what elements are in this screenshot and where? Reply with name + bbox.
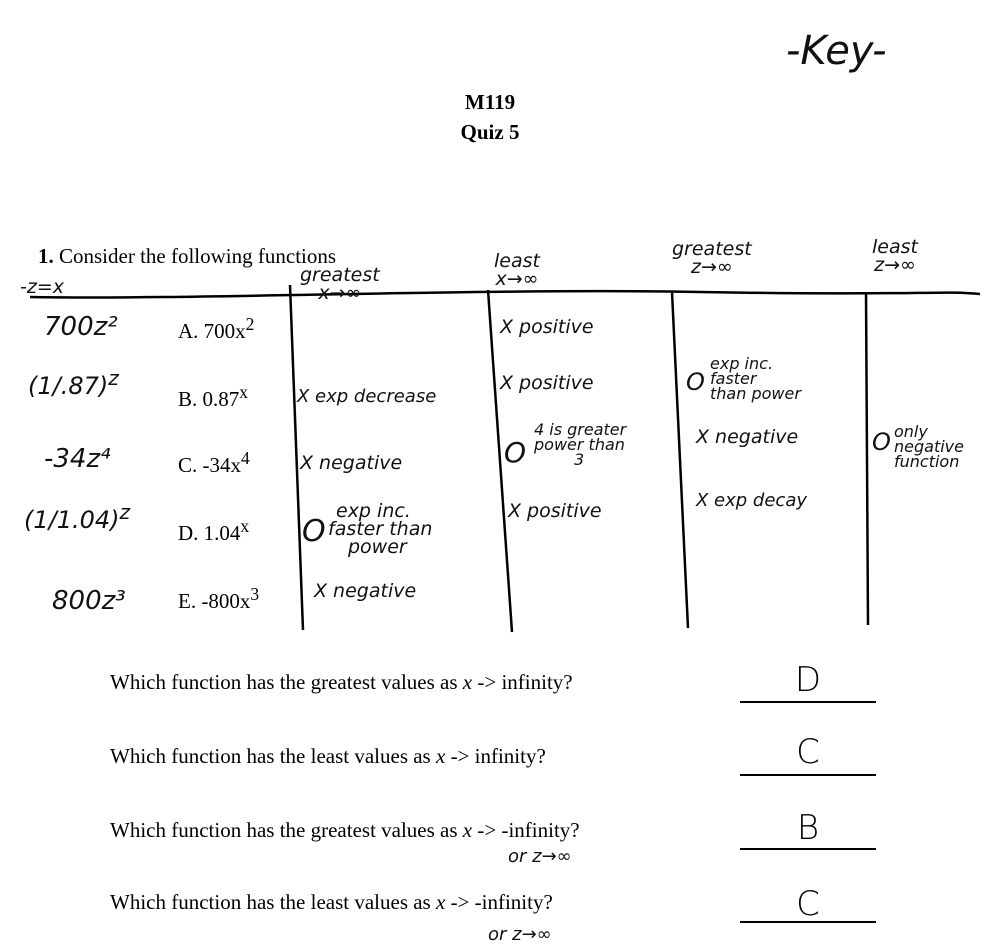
cell-c-least-z-mark: O	[872, 428, 891, 456]
function-a: A. $700x^2$	[178, 314, 255, 343]
answer-line-2	[740, 774, 876, 776]
rewrite-b: $(1/.87)^z$	[28, 366, 119, 400]
cell-d-greatest-z: X exp decay	[696, 490, 808, 511]
cell-c-greatest-z: X negative	[696, 426, 799, 448]
cell-b-least-x: X positive	[500, 372, 594, 394]
rewrite-c: -34z⁴	[44, 444, 111, 474]
answer-line-4	[740, 921, 876, 923]
cell-d-greatest-x-note: exp inc. faster than power	[328, 500, 433, 558]
question-prompt	[38, 244, 336, 269]
cell-c-greatest-x: X negative	[300, 452, 403, 474]
cell-d-least-x: X positive	[508, 500, 602, 522]
rewrite-e: 800z³	[52, 586, 126, 616]
course-title: M119	[464, 90, 516, 114]
cell-b-greatest-z-note: exp inc. faster than power	[710, 354, 801, 403]
cell-c-least-x-mark: O	[504, 436, 527, 469]
question-least-neg-inf: Which function has the least values as x -> -infinity?	[110, 890, 553, 914]
substitution-label: -z=x	[20, 276, 64, 298]
col-header-least-x: least x→∞	[494, 250, 540, 290]
cell-b-greatest-x: X exp decrease	[297, 386, 437, 407]
cell-c-least-z-note: only negative function	[894, 422, 964, 471]
function-c: C. $-34x^4$	[178, 448, 250, 477]
rewrite-d: $(1/1.04)^z$	[24, 500, 131, 534]
function-b: B. 0.87$^x$	[178, 382, 249, 411]
cell-c-least-x-note: 4 is greater power than 3	[534, 420, 627, 469]
answer-greatest-pos-inf: D	[794, 660, 822, 700]
question-greatest-neg-inf: Which function has the greatest values as x -> -infinity?	[110, 818, 580, 842]
cell-d-greatest-x-mark: O	[302, 514, 326, 549]
note-least-neg-inf: or z→∞	[488, 924, 552, 945]
col-header-least-z: least z→∞	[872, 236, 918, 276]
answer-least-pos-inf: C	[796, 732, 820, 772]
answer-line-3	[740, 848, 876, 850]
question-number: 1.	[38, 244, 54, 268]
note-greatest-neg-inf: or z→∞	[508, 846, 572, 867]
quiz-title: Quiz 5	[460, 120, 520, 144]
cell-a-least-x: X positive	[500, 316, 594, 338]
rewrite-a: 700z²	[44, 312, 118, 342]
function-d: D. 1.04$^x$	[178, 516, 250, 545]
answer-least-neg-inf: C	[796, 884, 820, 924]
cell-e-greatest-x: X negative	[314, 580, 417, 602]
answer-line-1	[740, 701, 876, 703]
question-text: Consider the following functions	[59, 244, 337, 268]
question-greatest-pos-inf: Which function has the greatest values as x -> infinity?	[110, 670, 573, 694]
cell-b-greatest-z-mark: O	[686, 368, 705, 396]
key-label: -Key-	[786, 28, 887, 74]
question-least-pos-inf: Which function has the least values as x -> infinity?	[110, 744, 546, 768]
answer-greatest-neg-inf: B	[796, 808, 820, 848]
col-header-greatest-z: greatest z→∞	[672, 238, 752, 278]
col-header-greatest-x: greatest x→∞	[300, 264, 380, 304]
function-e: E. $-800x^3$	[178, 584, 260, 613]
